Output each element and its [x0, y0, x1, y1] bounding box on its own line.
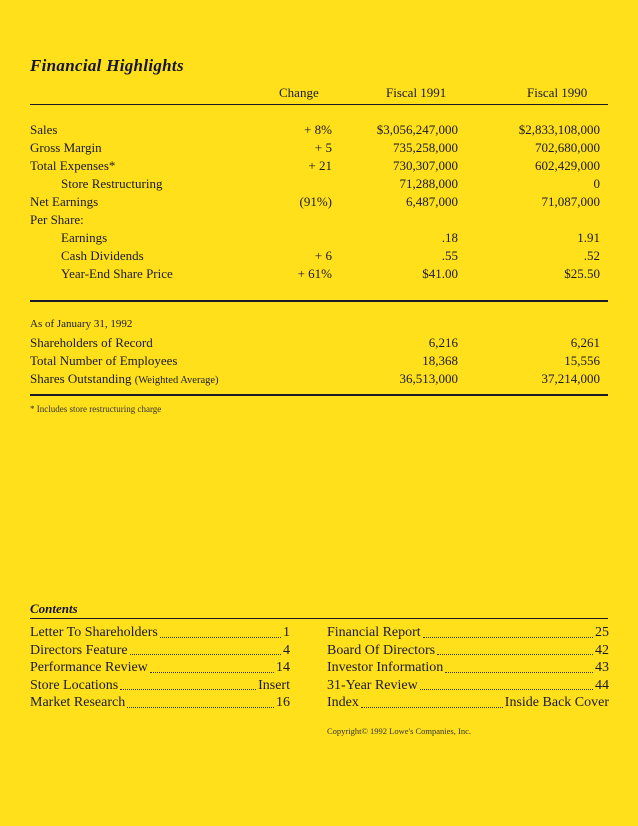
- toc-label: Board Of Directors: [327, 642, 436, 658]
- toc-leader: [120, 677, 256, 691]
- contents-rule: [30, 618, 608, 619]
- row-label: Gross Margin: [30, 140, 102, 155]
- row-change: (91%): [299, 194, 332, 209]
- toc-item[interactable]: [327, 642, 609, 660]
- page-title: Financial Highlights: [30, 56, 184, 75]
- toc-page: 16: [276, 695, 290, 711]
- toc-leader: [445, 659, 593, 673]
- contents-left-column: [30, 624, 290, 712]
- row-fiscal-1991: 730,307,000: [393, 158, 458, 173]
- toc-leader: [437, 642, 593, 656]
- table-bottom-rule: [30, 394, 608, 396]
- header-rule: [30, 104, 608, 105]
- toc-leader: [420, 677, 593, 691]
- footnote: * Includes store restructuring charge: [30, 404, 162, 414]
- toc-page: Insert: [258, 677, 290, 693]
- row-label: Net Earnings: [30, 194, 99, 209]
- toc-label: Investor Information: [327, 660, 444, 676]
- toc-page: 43: [595, 660, 609, 676]
- row-label: Per Share:: [30, 212, 84, 227]
- row-change: + 5: [314, 140, 332, 155]
- toc-item[interactable]: [30, 677, 290, 695]
- toc-leader: [130, 642, 281, 656]
- row-label-text: Shares Outstanding: [30, 371, 132, 386]
- table-row: [0, 139, 638, 156]
- toc-page: 44: [595, 677, 609, 693]
- toc-item[interactable]: [327, 659, 609, 677]
- row-label-note: (Weighted Average): [134, 375, 219, 386]
- row-fiscal-1991: 6,487,000: [406, 194, 458, 209]
- toc-label: Directors Feature: [30, 642, 128, 658]
- row-fiscal-1990: 602,429,000: [535, 158, 600, 173]
- row-fiscal-1991: 36,513,000: [399, 371, 458, 386]
- toc-page: 1: [283, 625, 290, 640]
- contents-title: Contents: [30, 601, 78, 616]
- toc-label: Performance Review: [30, 660, 148, 676]
- toc-label: Letter To Shareholders: [30, 625, 158, 640]
- column-header-change: Change: [279, 85, 319, 100]
- row-fiscal-1991: 6,216: [428, 335, 458, 350]
- toc-page: 14: [276, 660, 290, 676]
- toc-leader: [150, 659, 274, 673]
- row-change: + 8%: [304, 122, 332, 137]
- row-label: [30, 370, 219, 389]
- toc-label: Store Locations: [30, 677, 119, 693]
- copyright: Copyright© 1992 Lowe's Companies, Inc.: [327, 726, 471, 736]
- row-change: + 21: [308, 158, 332, 173]
- column-header-fiscal-1991: Fiscal 1991: [386, 85, 447, 100]
- row-label: Earnings: [61, 230, 108, 245]
- toc-item[interactable]: [327, 677, 609, 695]
- row-fiscal-1990: 6,261: [570, 335, 600, 350]
- table-row: [0, 370, 638, 387]
- row-label: Cash Dividends: [61, 248, 144, 263]
- row-fiscal-1990: $25.50: [564, 266, 600, 281]
- toc-label: Financial Report: [327, 625, 421, 640]
- row-label: Total Expenses*: [30, 158, 116, 173]
- toc-leader: [127, 694, 274, 708]
- table-row: [0, 265, 638, 282]
- toc-item[interactable]: [30, 694, 290, 712]
- row-fiscal-1990: 71,087,000: [541, 194, 600, 209]
- toc-label: 31-Year Review: [327, 677, 418, 693]
- row-label: Shareholders of Record: [30, 335, 153, 350]
- row-fiscal-1991: $41.00: [422, 266, 458, 281]
- row-label: Sales: [30, 122, 58, 137]
- row-fiscal-1990: 15,556: [564, 353, 600, 368]
- row-change: + 6: [314, 248, 332, 263]
- as-of-date: As of January 31, 1992: [30, 318, 133, 330]
- toc-item[interactable]: [30, 659, 290, 677]
- row-change: + 61%: [297, 266, 332, 281]
- column-header-fiscal-1990: Fiscal 1990: [527, 85, 588, 100]
- toc-item[interactable]: [30, 624, 290, 642]
- section-rule: [30, 300, 608, 302]
- toc-page: 25: [595, 625, 609, 640]
- row-fiscal-1991: $3,056,247,000: [376, 122, 458, 137]
- row-fiscal-1991: .55: [441, 248, 458, 263]
- row-label: Store Restructuring: [61, 176, 163, 191]
- row-label: Total Number of Employees: [30, 353, 178, 368]
- table-row: [0, 229, 638, 246]
- toc-page: 4: [283, 642, 290, 658]
- row-fiscal-1991: .18: [441, 230, 458, 245]
- table-row: [0, 193, 638, 210]
- row-fiscal-1991: 18,368: [422, 353, 458, 368]
- table-row: [0, 247, 638, 264]
- toc-item[interactable]: [327, 694, 609, 712]
- toc-page: Inside Back Cover: [504, 695, 609, 711]
- row-fiscal-1990: .52: [583, 248, 600, 263]
- toc-page: 42: [595, 642, 609, 658]
- row-fiscal-1990: 702,680,000: [535, 140, 600, 155]
- row-fiscal-1991: 735,258,000: [393, 140, 458, 155]
- table-row: [0, 334, 638, 351]
- toc-label: Market Research: [30, 695, 126, 711]
- table-row: [0, 121, 638, 138]
- row-fiscal-1990: $2,833,108,000: [518, 122, 600, 137]
- table-row: [0, 352, 638, 369]
- table-row: [0, 175, 638, 192]
- toc-leader: [160, 624, 281, 638]
- toc-label: Index: [327, 695, 359, 711]
- table-row: [0, 211, 638, 228]
- toc-item[interactable]: [327, 624, 609, 642]
- row-fiscal-1990: 37,214,000: [541, 371, 600, 386]
- row-label: Year-End Share Price: [61, 266, 173, 281]
- row-fiscal-1990: 0: [593, 176, 600, 191]
- row-fiscal-1991: 71,288,000: [399, 176, 458, 191]
- toc-leader: [423, 624, 593, 638]
- toc-leader: [361, 694, 503, 708]
- table-row: [0, 157, 638, 174]
- contents-right-column: [327, 624, 609, 712]
- toc-item[interactable]: [30, 642, 290, 660]
- row-fiscal-1990: 1.91: [577, 230, 600, 245]
